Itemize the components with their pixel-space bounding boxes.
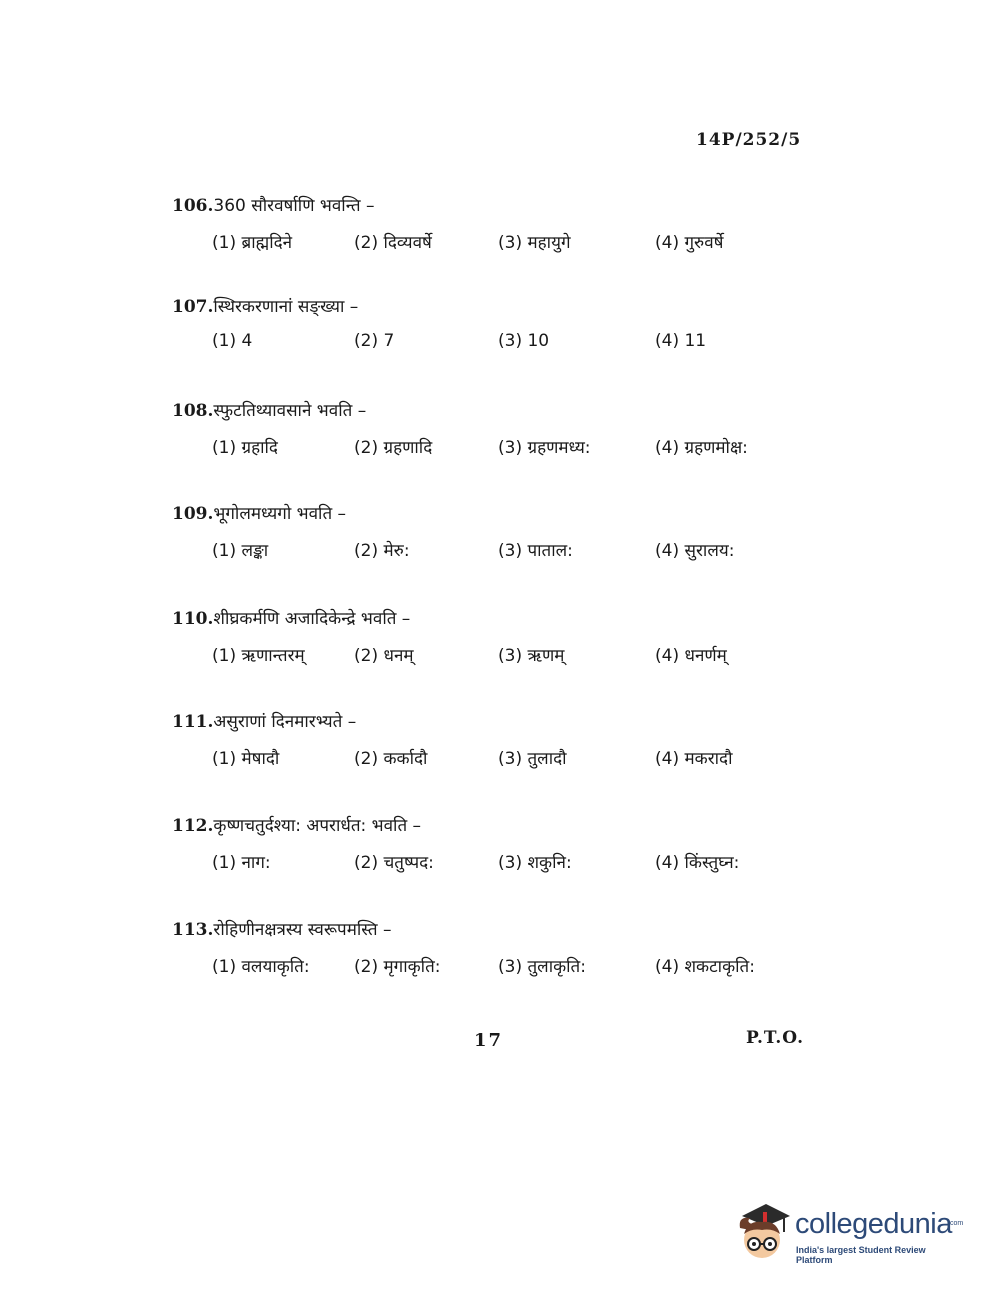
question-text: भूगोलमध्यगो भवति – [213, 504, 347, 524]
option-4: (4) मकरादौ [655, 749, 733, 769]
question-text: कृष्णचतुर्दश्या: अपरार्धत: भवति – [213, 816, 422, 836]
option-3: (3) ग्रहणमध्य: [498, 438, 591, 458]
option-1: (1) मेषादौ [212, 749, 280, 769]
question-text: स्थिरकरणानां सङ्ख्या – [213, 297, 359, 317]
option-3: (3) 10 [498, 331, 550, 351]
option-3: (3) महायुगे [498, 233, 571, 253]
question-text: असुराणां दिनमारभ्यते – [213, 712, 357, 732]
question-number: 108. [172, 401, 214, 421]
option-3: (3) ऋणम् [498, 646, 565, 666]
option-4: (4) सुरालय: [655, 541, 735, 561]
option-2: (2) दिव्यवर्षे [354, 233, 432, 253]
options-row [172, 435, 812, 465]
option-2: (2) मेरु: [354, 541, 410, 561]
option-2: (2) 7 [354, 331, 395, 351]
paper-code: 14P/252/5 [696, 130, 802, 150]
question-number: 113. [172, 920, 214, 940]
option-4: (4) 11 [655, 331, 707, 351]
options-row [172, 331, 812, 361]
option-4: (4) गुरुवर्षे [655, 233, 724, 253]
option-1: (1) ग्रहादि [212, 438, 278, 458]
brand-domain: .com [948, 1220, 964, 1227]
option-3: (3) शकुनि: [498, 853, 572, 873]
options-row [172, 230, 812, 260]
collegedunia-watermark [732, 1198, 962, 1268]
question-110 [172, 607, 812, 673]
question-text: 360 सौरवर्षाणि भवन्ति – [213, 196, 375, 216]
question-107 [172, 295, 812, 361]
option-3: (3) पाताल: [498, 541, 573, 561]
question-number: 109. [172, 504, 214, 524]
brand-tagline: India's largest Student Review Platform [796, 1245, 926, 1265]
question-109 [172, 502, 812, 568]
option-2: (2) कर्कादौ [354, 749, 428, 769]
options-row [172, 643, 812, 673]
brand-name: collegedunia [795, 1208, 952, 1240]
question-number: 106. [172, 196, 214, 216]
student-mascot-icon [732, 1198, 792, 1264]
options-row [172, 746, 812, 776]
option-2: (2) धनम् [354, 646, 414, 666]
question-text: रोहिणीनक्षत्रस्य स्वरूपमस्ति – [213, 920, 392, 940]
options-row [172, 850, 812, 880]
option-1: (1) वलयाकृति: [212, 957, 310, 977]
options-row [172, 954, 812, 984]
option-3: (3) तुलाकृति: [498, 957, 586, 977]
question-text: स्फुटतिथ्यावसाने भवति – [213, 401, 367, 421]
option-4: (4) शकटाकृति: [655, 957, 755, 977]
option-1: (1) 4 [212, 331, 253, 351]
question-111 [172, 710, 812, 776]
question-text: शीघ्रकर्मणि अजादिकेन्द्रे भवति – [213, 609, 411, 629]
option-1: (1) ब्राह्मदिने [212, 233, 293, 253]
option-4: (4) धनर्णम् [655, 646, 727, 666]
question-number: 107. [172, 297, 214, 317]
option-1: (1) ऋणान्तरम् [212, 646, 305, 666]
question-number: 111. [172, 712, 214, 732]
question-112 [172, 814, 812, 880]
option-2: (2) मृगाकृति: [354, 957, 441, 977]
pto-label: P.T.O. [746, 1028, 804, 1048]
option-4: (4) किंस्तुघ्न: [655, 853, 740, 873]
question-number: 110. [172, 609, 214, 629]
question-106 [172, 194, 812, 260]
question-113 [172, 918, 812, 984]
option-1: (1) लङ्का [212, 541, 269, 561]
option-2: (2) चतुष्पद: [354, 853, 434, 873]
page-number: 17 [474, 1030, 504, 1051]
option-4: (4) ग्रहणमोक्ष: [655, 438, 748, 458]
option-1: (1) नाग: [212, 853, 271, 873]
option-2: (2) ग्रहणादि [354, 438, 433, 458]
question-number: 112. [172, 816, 214, 836]
option-3: (3) तुलादौ [498, 749, 567, 769]
question-108 [172, 399, 812, 465]
options-row [172, 538, 812, 568]
